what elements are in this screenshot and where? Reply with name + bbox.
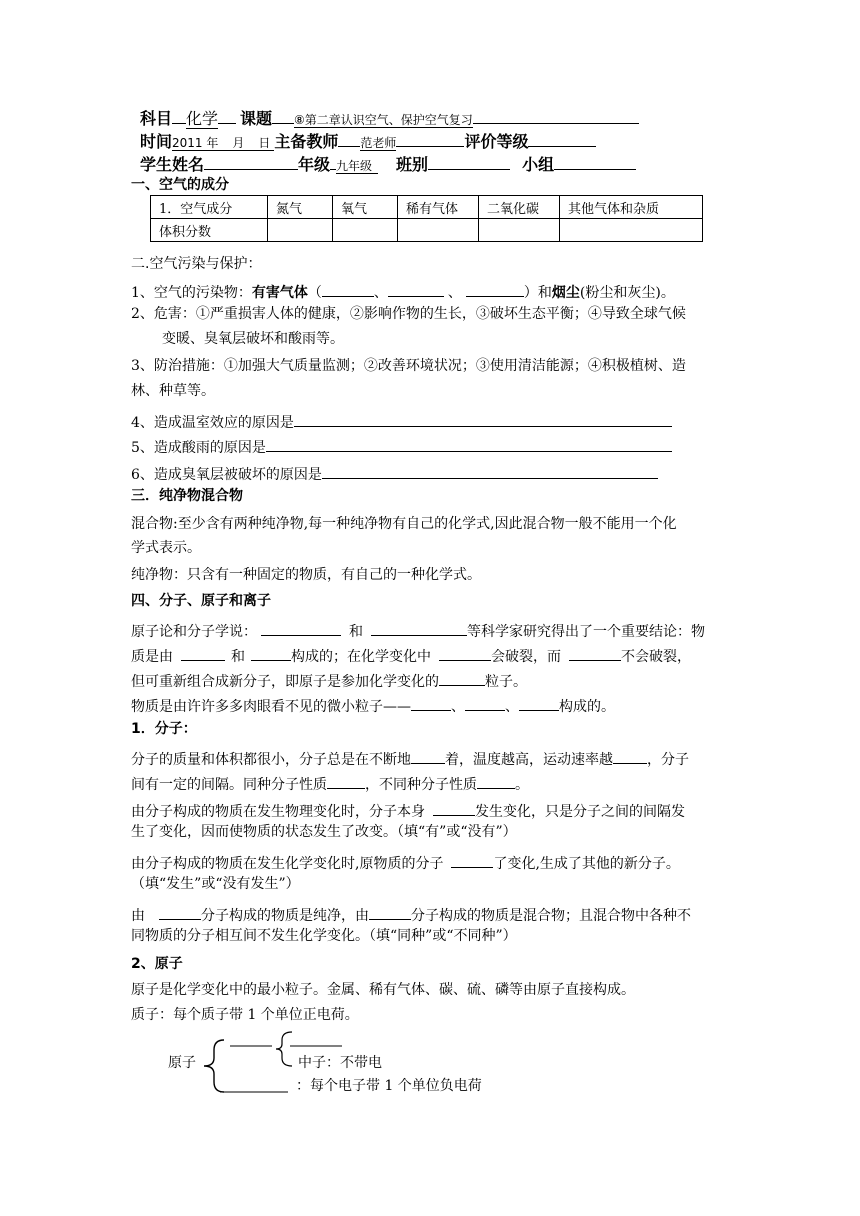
hazard-line-1: 2、危害：①严重损害人体的健康，②影响作物的生长，③破坏生态平衡；④导致全球气候 [131,306,686,322]
table-cell: 稀有气体 [398,196,479,219]
text: 、 [451,699,465,715]
time-label: 时间 [140,132,173,151]
grade-value: 九年级 [336,159,378,174]
text: 不会破裂， [621,649,691,665]
text: 由分子构成的物质在发生化学变化时,原物质的分子 [131,856,444,872]
text: 构成的；在化学变化中 [291,649,431,665]
text: 分子构成的物质是混合物；且混合物中各种不 [411,908,691,924]
text: 着，温度越高，运动速率越 [445,752,613,768]
topic-value: ⑧第二章认识空气、保护空气复习 [294,113,473,127]
atom-label: 原子 [168,1055,196,1071]
grade-eval-label: 评价等级 [464,132,529,151]
purity-line-2: 同物质的分子相互间不发生化学变化。（填“同种”或“不同种”） [131,928,517,944]
text: 粒子。 [485,674,527,690]
class-label: 班别 [396,155,429,174]
text: 但可重新组合成新分子，即原子是参加化学变化的 [131,674,439,690]
text: 发生变化，只是分子之间的间隔发 [475,804,685,820]
text: （ [307,285,322,301]
text: 会破裂，而 [491,649,561,665]
text: 质是由 [131,649,173,665]
proton-line: 质子：每个质子带 1 个单位正电荷。 [131,1007,359,1023]
text: 间有一定的间隔。同种分子性质 [131,777,327,793]
text: 分子的质量和体积都很小，分子总是在不断地 [131,752,411,768]
atom-definition-line: 原子是化学变化中的最小粒子。金属、稀有气体、碳、硫、磷等由原子直接构成。 [131,982,635,998]
measures-line-1: 3、防治措施：①加强大气质量监测；②改善环境状况；③使用清洁能源；④积极植树、造 [131,358,686,374]
text: 由分子构成的物质在发生物理变化时，分子本身 [131,804,425,820]
text: 5、造成酸雨的原因是 [131,440,266,456]
electron-label: ：每个电子带 1 个单位负电荷 [296,1078,482,1094]
section-3-title: 三．纯净物混合物 [131,488,243,504]
text: ）和 [523,285,552,301]
table-cell: 其他气体和杂质 [560,196,703,219]
table-cell: 体积分数 [151,219,268,242]
text: 、 [505,699,519,715]
subject-label: 科目 [140,109,173,128]
physical-change-line-2: 生了变化，因而使物质的状态发生了改变。（填“有”或“没有”） [131,824,517,840]
text: 1、空气的污染物： [131,285,252,301]
text: 和 [349,624,363,640]
text: 和 [231,649,245,665]
topic-label: 课题 [240,109,273,128]
text: ，不同种分子性质 [365,777,477,793]
atom-brace [204,1040,224,1092]
neutron-label: 中子：不带电 [298,1055,382,1071]
text: 、 [447,285,462,301]
student-label: 学生姓名 [140,155,205,174]
section-4-title: 四、分子、原子和离子 [131,593,271,609]
text: 等科学家研究得出了一个重要结论：物 [467,624,705,640]
section-2-title: 二.空气污染与保护： [131,256,262,272]
hazard-line-2: 变暖、臭氧层破坏和酸雨等。 [162,331,344,347]
day-value: 日 [258,136,274,151]
mixture-line-2: 学式表示。 [131,540,201,556]
nucleus-brace [276,1032,292,1066]
table-cell: 1．空气成分 [151,196,268,219]
measures-line-2: 林、种草等。 [131,383,215,399]
text: ，分子 [647,752,689,768]
text: 。 [515,777,529,793]
text: 分子构成的物质是纯净，由 [201,908,369,924]
table-cell: 氮气 [268,196,333,219]
section-1-title: 一、空气的成分 [131,177,229,193]
harmful-gas-label: 有害气体 [251,285,308,301]
chemical-change-line-2: （填“发生”或“没有发生”） [131,876,300,892]
dust-label: 烟尘 [551,285,580,301]
table-cell: 二氧化碳 [479,196,560,219]
teacher-label: 主备教师 [274,132,339,151]
subject-value: 化学 [186,109,219,128]
molecule-title: 1．分子： [131,721,197,737]
year-value: 2011 年 [172,136,232,151]
atom-title: 2、原子 [131,956,183,972]
text: 物质是由许许多多肉眼看不见的微小粒子—— [131,699,411,715]
teacher-value: 范老师 [360,136,397,150]
text: 原子论和分子学说： [131,624,257,640]
mixture-line-1: 混合物:至少含有两种纯净物,每一种纯净物有自己的化学式,因此混合物一般不能用一个化 [131,516,677,532]
table-cell: 氧气 [333,196,398,219]
text: 由 [131,908,145,924]
text: 、 [373,285,388,301]
grade-label: 年级 [298,155,331,174]
text: 6、造成臭氧层被破坏的原因是 [131,467,322,483]
pure-substance-line: 纯净物：只含有一种固定的物质，有自己的一种化学式。 [131,567,481,583]
text: 4、造成温室效应的原因是 [131,415,294,431]
month-value: 月 [232,136,258,151]
text: 构成的。 [559,699,615,715]
text: 了变化,生成了其他的新分子。 [493,856,680,872]
group-label: 小组 [522,155,555,174]
text: (粉尘和灰尘)。 [579,285,675,301]
